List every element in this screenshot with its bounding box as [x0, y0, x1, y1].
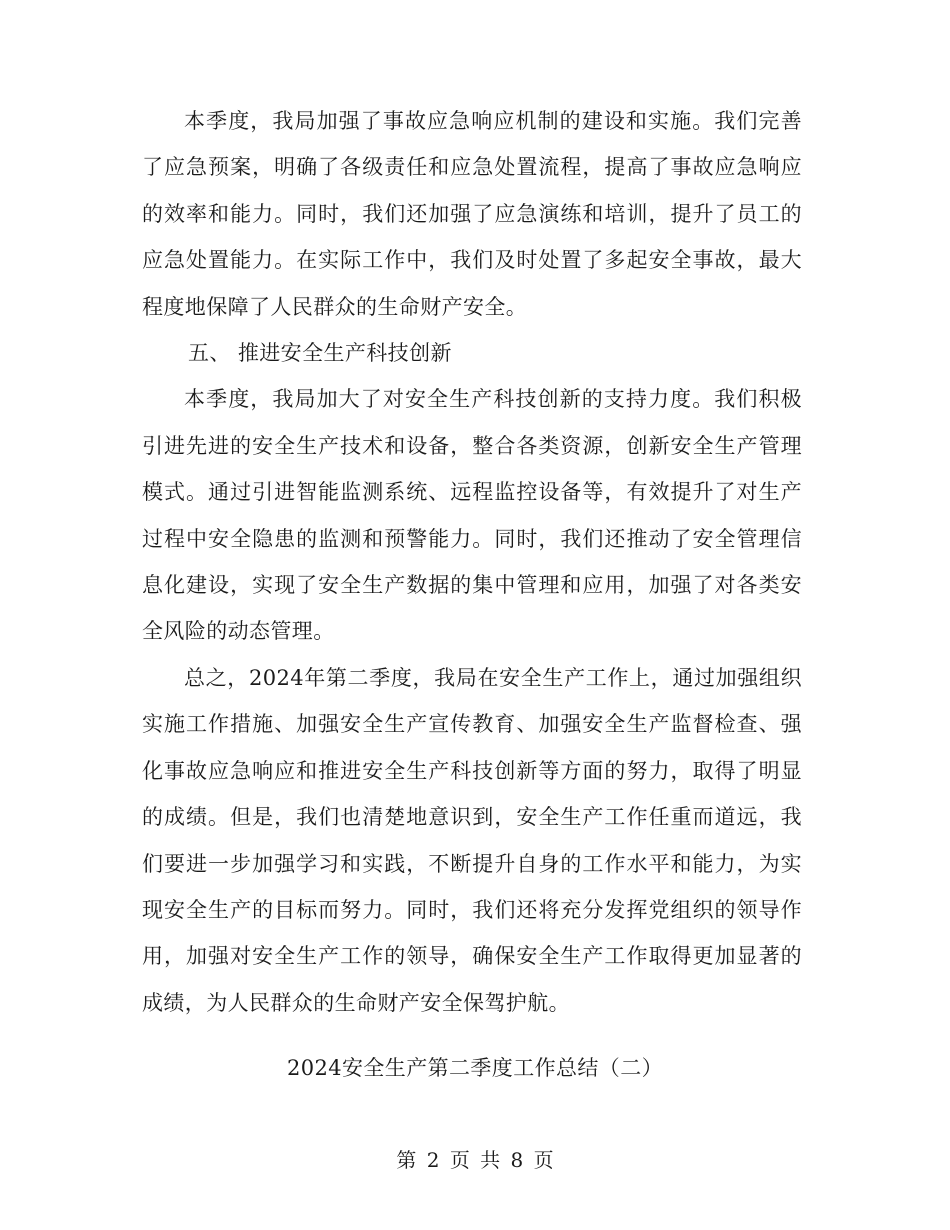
paragraph-emergency-response: 本季度，我局加强了事故应急响应机制的建设和实施。我们完善了应急预案，明确了各级责任和应急处置流程，提高了事故应急响应的效率和能力。同时，我们还加强了应急演练和培训，提升了员工的应急处置能力。在实际工作中，我们及时处置了多起安全事故，最大程度地保障了人民群众的生命财产安全。 [142, 109, 802, 319]
paragraph-summary: 总之，2024年第二季度，我局在安全生产工作上，通过加强组织实施工作措施、加强安全生产宣传教育、加强安全生产监督检查、强化事故应急响应和推进安全生产科技创新等方面的努力，取得了明显的成绩。但是，我们也清楚地意识到，安全生产工作任重而道远，我们要进一步加强学习和实践，不断提升自身的工作水平和能力，为实现安全生产的目标而努力。同时，我们还将充分发挥党组织的领导作用，加强对安全生产工作的领导，确保安全生产工作取得更加显著的成绩，为人民群众的生命财产安全保驾护航。 [142, 665, 802, 1015]
next-document-title: 2024安全生产第二季度工作总结（二） [286, 1056, 664, 1080]
paragraph-tech-innovation: 本季度，我局加大了对安全生产科技创新的支持力度。我们积极引进先进的安全生产技术和设备，整合各类资源，创新安全生产管理模式。通过引进智能监测系统、远程监控设备等，有效提升了对生产过程中安全隐患的监测和预警能力。同时，我们还推动了安全管理信息化建设，实现了安全生产数据的集中管理和应用，加强了对各类安全风险的动态管理。 [142, 387, 802, 644]
section-heading: 五、 推进安全生产科技创新 [188, 341, 452, 366]
document-body [142, 98, 802, 1026]
page-number-footer: 第 2 页 共 8 页 [396, 1148, 554, 1172]
